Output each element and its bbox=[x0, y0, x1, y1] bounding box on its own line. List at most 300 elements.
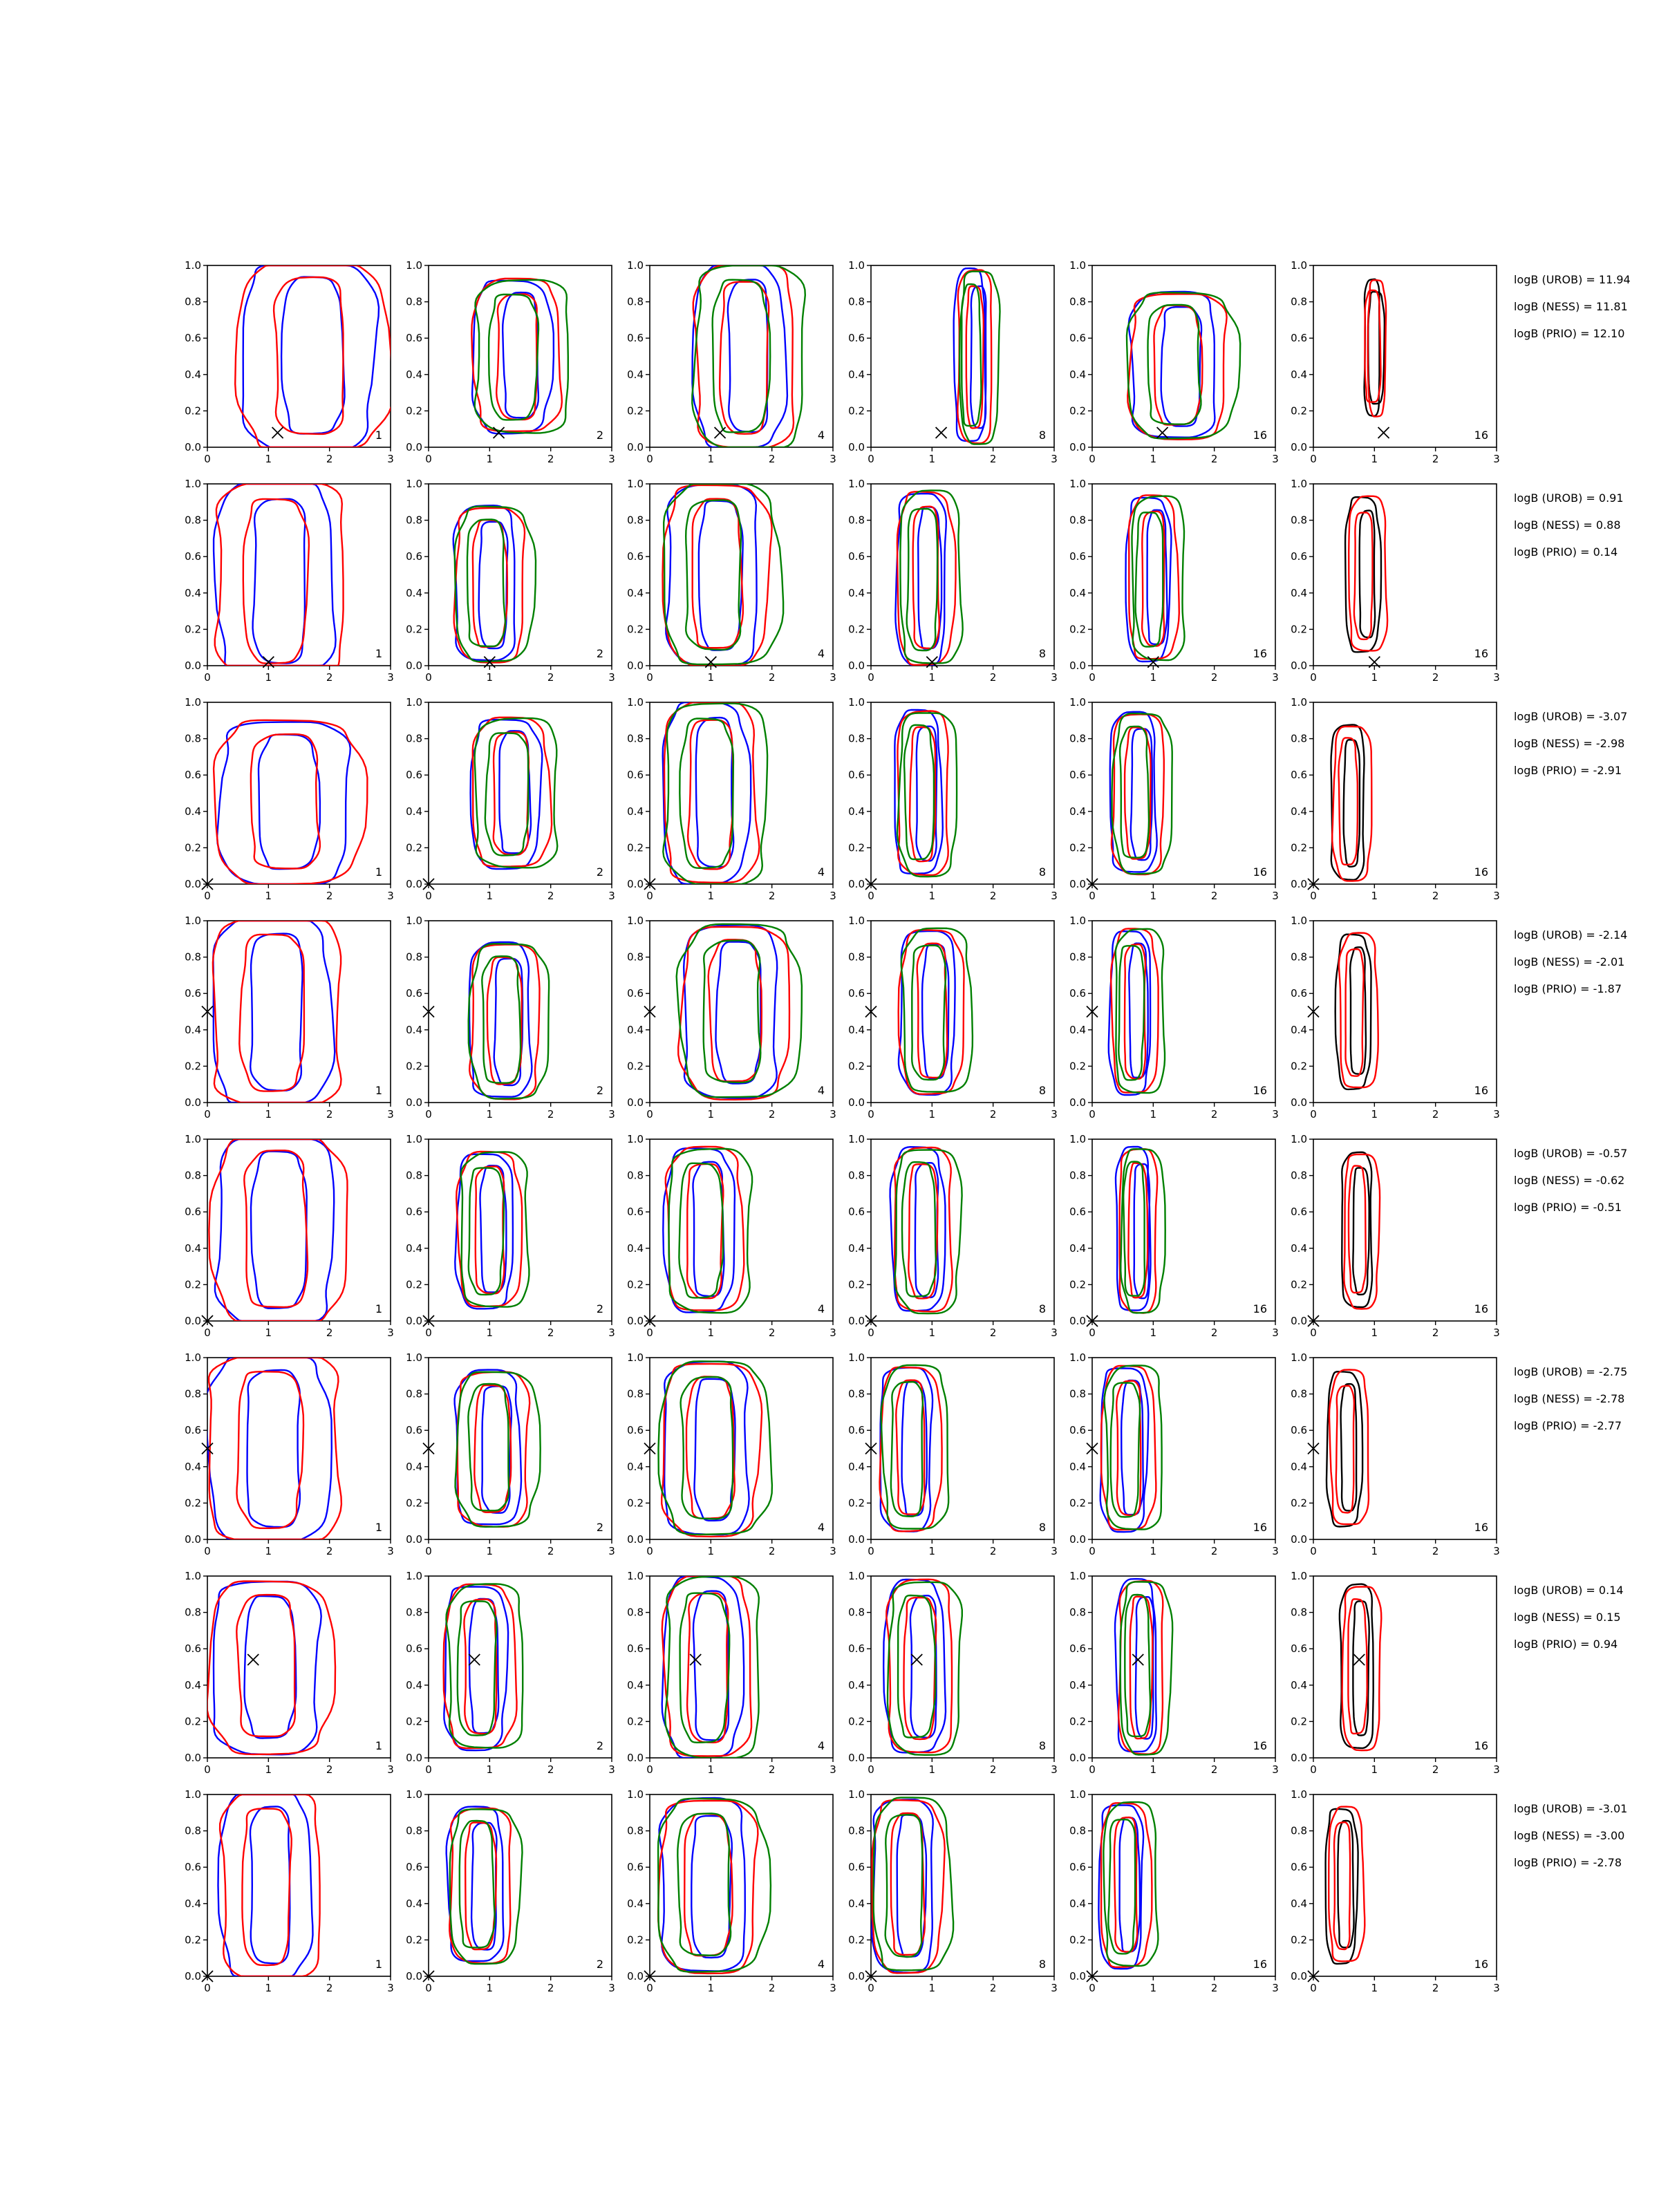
y-tick-label: 0.8 bbox=[848, 1824, 865, 1837]
y-tick-label: 1.0 bbox=[848, 1788, 865, 1801]
y-tick-label: 0.8 bbox=[627, 295, 644, 308]
y-tick-label: 0.4 bbox=[185, 1460, 201, 1473]
x-tick-label: 2 bbox=[1210, 1545, 1218, 1557]
y-tick-label: 0.0 bbox=[406, 1533, 422, 1546]
y-tick-label: 0.0 bbox=[185, 1533, 201, 1546]
x-tick-label: 2 bbox=[768, 1982, 776, 1994]
x-tick-label: 3 bbox=[608, 1327, 615, 1339]
x-tick-label: 2 bbox=[1210, 1982, 1218, 1994]
x-tick-label: 0 bbox=[1310, 453, 1317, 465]
x-tick-label: 1 bbox=[265, 453, 272, 465]
axes-frame bbox=[871, 1794, 1054, 1976]
y-tick-label: 0.8 bbox=[1069, 1169, 1086, 1182]
y-tick-label: 0.2 bbox=[848, 1278, 865, 1291]
x-tick-label: 2 bbox=[326, 453, 333, 465]
y-tick-label: 1.0 bbox=[185, 478, 201, 490]
x-tick-label: 3 bbox=[1272, 1763, 1279, 1776]
y-tick-label: 1.0 bbox=[185, 696, 201, 709]
y-tick-label: 0.4 bbox=[1291, 1897, 1307, 1910]
x-tick-label: 1 bbox=[1371, 890, 1378, 902]
panel-r7-c2 bbox=[406, 1570, 615, 1776]
y-tick-label: 0.6 bbox=[406, 1424, 422, 1437]
y-tick-label: 0.2 bbox=[1069, 1933, 1086, 1947]
x-tick-label: 3 bbox=[1051, 1545, 1058, 1557]
x-tick-label: 1 bbox=[1150, 453, 1157, 465]
y-tick-label: 0.8 bbox=[627, 1824, 644, 1837]
y-tick-label: 0.4 bbox=[1291, 368, 1307, 381]
y-tick-label: 0.8 bbox=[1069, 295, 1086, 308]
y-tick-label: 0.8 bbox=[1291, 950, 1307, 964]
x-tick-label: 0 bbox=[646, 890, 653, 902]
panel-number-label: 16 bbox=[1253, 1739, 1267, 1752]
y-tick-label: 0.0 bbox=[1069, 659, 1086, 672]
y-tick-label: 0.8 bbox=[1069, 732, 1086, 745]
logb-annotation: logB (UROB) = -2.75 bbox=[1514, 1365, 1628, 1378]
x-tick-label: 0 bbox=[868, 1982, 874, 1994]
y-tick-label: 0.2 bbox=[185, 1497, 201, 1510]
y-tick-label: 0.8 bbox=[848, 950, 865, 964]
y-tick-label: 0.0 bbox=[185, 1315, 201, 1327]
panel-r3-c4 bbox=[848, 696, 1058, 902]
y-tick-label: 0.0 bbox=[1069, 441, 1086, 453]
panel-number-label: 1 bbox=[375, 865, 382, 879]
y-tick-label: 0.4 bbox=[1069, 1678, 1086, 1691]
logb-annotation: logB (PRIO) = 0.94 bbox=[1514, 1638, 1618, 1651]
y-tick-label: 0.4 bbox=[848, 368, 865, 381]
x-tick-label: 0 bbox=[425, 453, 432, 465]
x-tick-label: 2 bbox=[1432, 1763, 1439, 1776]
x-tick-label: 3 bbox=[387, 890, 394, 902]
x-tick-label: 3 bbox=[387, 1982, 394, 1994]
x-tick-label: 0 bbox=[1089, 1982, 1096, 1994]
y-tick-label: 0.6 bbox=[185, 769, 201, 782]
y-tick-label: 0.8 bbox=[406, 1387, 422, 1400]
y-tick-label: 0.4 bbox=[1069, 368, 1086, 381]
x-tick-label: 2 bbox=[989, 1763, 997, 1776]
x-tick-label: 1 bbox=[707, 1108, 715, 1121]
y-tick-label: 0.6 bbox=[1291, 1424, 1307, 1437]
logb-annotation: logB (NESS) = 0.15 bbox=[1514, 1611, 1621, 1624]
y-tick-label: 0.0 bbox=[1291, 878, 1307, 890]
panel-r2-c5 bbox=[1069, 478, 1279, 684]
axes-frame bbox=[429, 702, 612, 884]
y-tick-label: 0.8 bbox=[406, 1824, 422, 1837]
x-tick-label: 1 bbox=[1371, 1982, 1378, 1994]
y-tick-label: 0.2 bbox=[1291, 1060, 1307, 1073]
y-tick-label: 0.6 bbox=[406, 769, 422, 782]
y-tick-label: 0.0 bbox=[1291, 1752, 1307, 1764]
x-tick-label: 0 bbox=[1310, 1982, 1317, 1994]
panel-number-label: 16 bbox=[1253, 1958, 1267, 1971]
panel-r7-c3 bbox=[627, 1570, 836, 1776]
x-tick-label: 1 bbox=[265, 1108, 272, 1121]
y-tick-label: 0.6 bbox=[627, 987, 644, 1000]
panel-r6-c2 bbox=[406, 1351, 615, 1557]
y-tick-label: 1.0 bbox=[406, 696, 422, 709]
x-tick-label: 2 bbox=[326, 1763, 333, 1776]
y-tick-label: 1.0 bbox=[848, 696, 865, 709]
y-tick-label: 0.2 bbox=[848, 1060, 865, 1073]
y-tick-label: 0.2 bbox=[1069, 841, 1086, 854]
y-tick-label: 0.4 bbox=[627, 1897, 644, 1910]
y-tick-label: 0.4 bbox=[185, 1241, 201, 1255]
y-tick-label: 1.0 bbox=[406, 1570, 422, 1582]
y-tick-label: 1.0 bbox=[1069, 1570, 1086, 1582]
x-tick-label: 3 bbox=[1272, 453, 1279, 465]
y-tick-label: 0.4 bbox=[848, 1241, 865, 1255]
x-tick-label: 0 bbox=[1089, 1763, 1096, 1776]
logb-annotation: logB (UROB) = 11.94 bbox=[1514, 273, 1631, 286]
y-tick-label: 1.0 bbox=[627, 1351, 644, 1364]
y-tick-label: 0.4 bbox=[406, 368, 422, 381]
y-tick-label: 0.6 bbox=[1291, 1642, 1307, 1656]
y-tick-label: 1.0 bbox=[406, 478, 422, 490]
x-tick-label: 0 bbox=[425, 1545, 432, 1557]
panel-r1-c5 bbox=[1069, 259, 1279, 465]
y-tick-label: 1.0 bbox=[1069, 1351, 1086, 1364]
panel-r1-c6 bbox=[1291, 259, 1500, 465]
y-tick-label: 0.2 bbox=[1291, 404, 1307, 418]
y-tick-label: 0.8 bbox=[627, 950, 644, 964]
panel-r8-c4 bbox=[848, 1788, 1058, 1994]
axes-frame bbox=[1092, 1358, 1275, 1539]
y-tick-label: 0.0 bbox=[848, 878, 865, 890]
y-tick-label: 0.4 bbox=[1291, 1678, 1307, 1691]
y-tick-label: 1.0 bbox=[848, 1351, 865, 1364]
y-tick-label: 0.6 bbox=[627, 332, 644, 345]
panel-number-label: 16 bbox=[1474, 865, 1488, 879]
y-tick-label: 0.6 bbox=[1291, 1861, 1307, 1874]
x-tick-label: 3 bbox=[608, 1545, 615, 1557]
y-tick-label: 0.8 bbox=[185, 295, 201, 308]
y-tick-label: 0.4 bbox=[406, 1241, 422, 1255]
panel-number-label: 16 bbox=[1474, 1302, 1488, 1315]
y-tick-label: 0.6 bbox=[185, 1642, 201, 1656]
x-tick-label: 2 bbox=[547, 671, 554, 684]
x-tick-label: 0 bbox=[1310, 890, 1317, 902]
y-tick-label: 1.0 bbox=[848, 1133, 865, 1145]
y-tick-label: 0.2 bbox=[1291, 1497, 1307, 1510]
x-tick-label: 0 bbox=[646, 1108, 653, 1121]
panel-r5-c1 bbox=[185, 1133, 394, 1339]
panel-number-label: 8 bbox=[1038, 429, 1046, 442]
x-tick-label: 3 bbox=[1493, 1763, 1500, 1776]
panel-number-label: 16 bbox=[1474, 647, 1488, 660]
y-tick-label: 0.6 bbox=[406, 550, 422, 563]
y-tick-label: 0.8 bbox=[848, 1387, 865, 1400]
x-tick-label: 0 bbox=[425, 1982, 432, 1994]
panel-r7-c1 bbox=[185, 1570, 394, 1776]
y-tick-label: 0.2 bbox=[848, 1715, 865, 1728]
y-tick-label: 0.2 bbox=[1291, 841, 1307, 854]
panel-number-label: 4 bbox=[817, 1084, 825, 1097]
x-tick-label: 3 bbox=[830, 1763, 836, 1776]
y-tick-label: 0.0 bbox=[848, 1315, 865, 1327]
panel-number-label: 2 bbox=[596, 647, 603, 660]
y-tick-label: 0.6 bbox=[1069, 1861, 1086, 1874]
y-tick-label: 0.0 bbox=[627, 1315, 644, 1327]
x-tick-label: 0 bbox=[425, 890, 432, 902]
y-tick-label: 0.8 bbox=[848, 514, 865, 527]
x-tick-label: 1 bbox=[1150, 1763, 1157, 1776]
axes-frame bbox=[1313, 484, 1497, 666]
y-tick-label: 0.4 bbox=[406, 1460, 422, 1473]
panel-number-label: 2 bbox=[596, 1958, 603, 1971]
y-tick-label: 0.6 bbox=[627, 1861, 644, 1874]
y-tick-label: 0.8 bbox=[185, 514, 201, 527]
y-tick-label: 0.6 bbox=[627, 1642, 644, 1656]
panel-r3-c6 bbox=[1291, 696, 1500, 902]
y-tick-label: 0.0 bbox=[627, 1533, 644, 1546]
panel-number-label: 2 bbox=[596, 429, 603, 442]
x-tick-label: 0 bbox=[204, 1327, 211, 1339]
y-tick-label: 0.4 bbox=[627, 805, 644, 818]
x-tick-label: 0 bbox=[1089, 890, 1096, 902]
x-tick-label: 0 bbox=[204, 453, 211, 465]
panel-number-label: 16 bbox=[1474, 1521, 1488, 1534]
panel-number-label: 8 bbox=[1038, 1521, 1046, 1534]
panel-r2-c3 bbox=[627, 478, 836, 684]
y-tick-label: 0.2 bbox=[627, 841, 644, 854]
y-tick-label: 0.2 bbox=[185, 1715, 201, 1728]
y-tick-label: 0.0 bbox=[848, 1096, 865, 1109]
panel-number-label: 16 bbox=[1474, 1084, 1488, 1097]
y-tick-label: 0.0 bbox=[848, 1533, 865, 1546]
y-tick-label: 0.8 bbox=[1069, 1387, 1086, 1400]
y-tick-label: 0.0 bbox=[848, 1970, 865, 1983]
y-tick-label: 0.4 bbox=[627, 586, 644, 599]
y-tick-label: 0.2 bbox=[627, 404, 644, 418]
y-tick-label: 0.6 bbox=[1291, 332, 1307, 345]
x-tick-label: 3 bbox=[387, 453, 394, 465]
x-tick-label: 2 bbox=[989, 890, 997, 902]
y-tick-label: 1.0 bbox=[1291, 915, 1307, 927]
y-tick-label: 0.8 bbox=[185, 1606, 201, 1619]
x-tick-label: 3 bbox=[830, 1108, 836, 1121]
y-tick-label: 0.6 bbox=[1069, 987, 1086, 1000]
panel-r8-c3 bbox=[627, 1788, 836, 1994]
x-tick-label: 0 bbox=[868, 671, 874, 684]
y-tick-label: 0.0 bbox=[627, 1970, 644, 1983]
x-tick-label: 3 bbox=[387, 1327, 394, 1339]
y-tick-label: 0.6 bbox=[1291, 550, 1307, 563]
y-tick-label: 0.4 bbox=[1069, 586, 1086, 599]
x-tick-label: 1 bbox=[486, 1108, 494, 1121]
panel-r1-c1 bbox=[185, 259, 394, 465]
y-tick-label: 0.4 bbox=[1291, 1241, 1307, 1255]
panel-r2-c2 bbox=[406, 478, 615, 684]
x-tick-label: 2 bbox=[989, 671, 997, 684]
y-tick-label: 0.6 bbox=[848, 1424, 865, 1437]
y-tick-label: 0.4 bbox=[406, 1897, 422, 1910]
y-tick-label: 0.2 bbox=[627, 1715, 644, 1728]
panel-r1-c4 bbox=[848, 259, 1058, 465]
y-tick-label: 0.4 bbox=[185, 1678, 201, 1691]
y-tick-label: 1.0 bbox=[627, 259, 644, 272]
y-tick-label: 0.2 bbox=[185, 623, 201, 636]
panel-r3-c3 bbox=[627, 696, 836, 902]
y-tick-label: 0.6 bbox=[1291, 1206, 1307, 1219]
x-tick-label: 3 bbox=[830, 671, 836, 684]
y-tick-label: 0.8 bbox=[627, 732, 644, 745]
y-tick-label: 0.2 bbox=[848, 404, 865, 418]
logb-annotation: logB (PRIO) = 12.10 bbox=[1514, 327, 1625, 340]
x-tick-label: 2 bbox=[547, 1545, 554, 1557]
y-tick-label: 0.4 bbox=[185, 368, 201, 381]
y-tick-label: 0.0 bbox=[1291, 1096, 1307, 1109]
logb-annotation: logB (PRIO) = -0.51 bbox=[1514, 1201, 1622, 1214]
y-tick-label: 0.6 bbox=[185, 1861, 201, 1874]
x-tick-label: 1 bbox=[1150, 890, 1157, 902]
y-tick-label: 0.0 bbox=[1291, 1315, 1307, 1327]
x-tick-label: 3 bbox=[1051, 890, 1058, 902]
x-tick-label: 1 bbox=[486, 1545, 494, 1557]
y-tick-label: 0.0 bbox=[185, 1752, 201, 1764]
panel-number-label: 8 bbox=[1038, 647, 1046, 660]
y-tick-label: 0.6 bbox=[848, 1206, 865, 1219]
x-tick-label: 3 bbox=[1272, 1545, 1279, 1557]
x-tick-label: 3 bbox=[387, 1763, 394, 1776]
y-tick-label: 0.0 bbox=[185, 441, 201, 453]
y-tick-label: 0.0 bbox=[1069, 1970, 1086, 1983]
y-tick-label: 0.4 bbox=[848, 1678, 865, 1691]
y-tick-label: 0.8 bbox=[848, 1606, 865, 1619]
x-tick-label: 3 bbox=[1272, 890, 1279, 902]
y-tick-label: 0.0 bbox=[406, 1096, 422, 1109]
panel-number-label: 4 bbox=[817, 429, 825, 442]
y-tick-label: 1.0 bbox=[1069, 696, 1086, 709]
x-tick-label: 0 bbox=[1310, 1327, 1317, 1339]
x-tick-label: 0 bbox=[425, 671, 432, 684]
x-tick-label: 3 bbox=[1493, 1327, 1500, 1339]
y-tick-label: 0.4 bbox=[1069, 1897, 1086, 1910]
y-tick-label: 1.0 bbox=[627, 1570, 644, 1582]
y-tick-label: 0.0 bbox=[185, 1970, 201, 1983]
axes-frame bbox=[207, 1794, 391, 1976]
panel-number-label: 2 bbox=[596, 1521, 603, 1534]
y-tick-label: 0.6 bbox=[848, 1642, 865, 1656]
y-tick-label: 0.2 bbox=[406, 1497, 422, 1510]
y-tick-label: 0.2 bbox=[406, 1060, 422, 1073]
x-tick-label: 2 bbox=[989, 453, 997, 465]
y-tick-label: 0.8 bbox=[1291, 295, 1307, 308]
panel-number-label: 16 bbox=[1253, 1084, 1267, 1097]
y-tick-label: 0.4 bbox=[627, 368, 644, 381]
x-tick-label: 2 bbox=[1432, 890, 1439, 902]
logb-annotation: logB (PRIO) = -2.77 bbox=[1514, 1419, 1622, 1432]
y-tick-label: 0.6 bbox=[185, 550, 201, 563]
y-tick-label: 1.0 bbox=[627, 696, 644, 709]
x-tick-label: 2 bbox=[1210, 1763, 1218, 1776]
x-tick-label: 3 bbox=[830, 1327, 836, 1339]
x-tick-label: 2 bbox=[547, 1982, 554, 1994]
x-tick-label: 0 bbox=[425, 1763, 432, 1776]
y-tick-label: 0.4 bbox=[406, 586, 422, 599]
y-tick-label: 1.0 bbox=[406, 1351, 422, 1364]
x-tick-label: 0 bbox=[868, 453, 874, 465]
y-tick-label: 0.8 bbox=[627, 1606, 644, 1619]
y-tick-label: 0.4 bbox=[848, 1897, 865, 1910]
y-tick-label: 0.2 bbox=[1291, 623, 1307, 636]
y-tick-label: 0.4 bbox=[406, 805, 422, 818]
x-tick-label: 0 bbox=[1310, 1108, 1317, 1121]
y-tick-label: 0.4 bbox=[1069, 805, 1086, 818]
x-tick-label: 0 bbox=[204, 1545, 211, 1557]
y-tick-label: 1.0 bbox=[406, 1133, 422, 1145]
y-tick-label: 0.4 bbox=[627, 1460, 644, 1473]
y-tick-label: 0.0 bbox=[627, 1752, 644, 1764]
panel-number-label: 16 bbox=[1474, 1739, 1488, 1752]
x-tick-label: 3 bbox=[608, 890, 615, 902]
x-tick-label: 3 bbox=[1051, 1327, 1058, 1339]
panel-number-label: 8 bbox=[1038, 1302, 1046, 1315]
x-tick-label: 1 bbox=[265, 890, 272, 902]
y-tick-label: 0.8 bbox=[1291, 732, 1307, 745]
x-tick-label: 3 bbox=[1051, 1982, 1058, 1994]
axes-frame bbox=[650, 1576, 833, 1758]
panel-number-label: 16 bbox=[1253, 647, 1267, 660]
y-tick-label: 0.4 bbox=[1069, 1241, 1086, 1255]
x-tick-label: 3 bbox=[1493, 890, 1500, 902]
y-tick-label: 0.6 bbox=[185, 332, 201, 345]
y-tick-label: 0.0 bbox=[406, 1970, 422, 1983]
y-tick-label: 0.2 bbox=[406, 404, 422, 418]
x-tick-label: 1 bbox=[486, 1982, 494, 1994]
y-tick-label: 0.2 bbox=[627, 623, 644, 636]
y-tick-label: 0.6 bbox=[627, 1206, 644, 1219]
y-tick-label: 1.0 bbox=[406, 1788, 422, 1801]
y-tick-label: 0.8 bbox=[627, 1387, 644, 1400]
x-tick-label: 2 bbox=[989, 1327, 997, 1339]
y-tick-label: 0.4 bbox=[1291, 586, 1307, 599]
x-tick-label: 1 bbox=[1371, 671, 1378, 684]
y-tick-label: 1.0 bbox=[1069, 1133, 1086, 1145]
x-tick-label: 3 bbox=[608, 1108, 615, 1121]
x-tick-label: 1 bbox=[486, 890, 494, 902]
logb-annotation: logB (UROB) = -3.01 bbox=[1514, 1802, 1628, 1815]
y-tick-label: 0.0 bbox=[848, 441, 865, 453]
y-tick-label: 1.0 bbox=[1291, 696, 1307, 709]
panel-r7-c4 bbox=[848, 1570, 1058, 1776]
y-tick-label: 0.6 bbox=[848, 987, 865, 1000]
y-tick-label: 0.4 bbox=[1291, 1460, 1307, 1473]
logb-annotation: logB (UROB) = -2.14 bbox=[1514, 928, 1628, 941]
x-tick-label: 1 bbox=[1371, 1545, 1378, 1557]
x-tick-label: 2 bbox=[326, 1982, 333, 1994]
panel-r1-c3 bbox=[627, 259, 836, 465]
x-tick-label: 0 bbox=[1089, 1108, 1096, 1121]
panel-r8-c1 bbox=[185, 1788, 394, 1994]
panel-r7-c6 bbox=[1291, 1570, 1500, 1776]
y-tick-label: 0.0 bbox=[1291, 1533, 1307, 1546]
x-tick-label: 1 bbox=[1371, 453, 1378, 465]
y-tick-label: 0.2 bbox=[627, 1060, 644, 1073]
y-tick-label: 1.0 bbox=[848, 259, 865, 272]
panel-number-label: 8 bbox=[1038, 865, 1046, 879]
x-tick-label: 1 bbox=[486, 1327, 494, 1339]
panel-r5-c4 bbox=[848, 1133, 1058, 1339]
panel-number-label: 16 bbox=[1253, 1302, 1267, 1315]
panel-number-label: 1 bbox=[375, 1302, 382, 1315]
y-tick-label: 1.0 bbox=[1291, 1351, 1307, 1364]
y-tick-label: 0.6 bbox=[627, 769, 644, 782]
y-tick-label: 0.4 bbox=[848, 586, 865, 599]
y-tick-label: 0.4 bbox=[185, 1897, 201, 1910]
logb-annotation: logB (PRIO) = -1.87 bbox=[1514, 982, 1622, 995]
y-tick-label: 1.0 bbox=[1291, 1133, 1307, 1145]
x-tick-label: 1 bbox=[1371, 1108, 1378, 1121]
x-tick-label: 0 bbox=[204, 1108, 211, 1121]
